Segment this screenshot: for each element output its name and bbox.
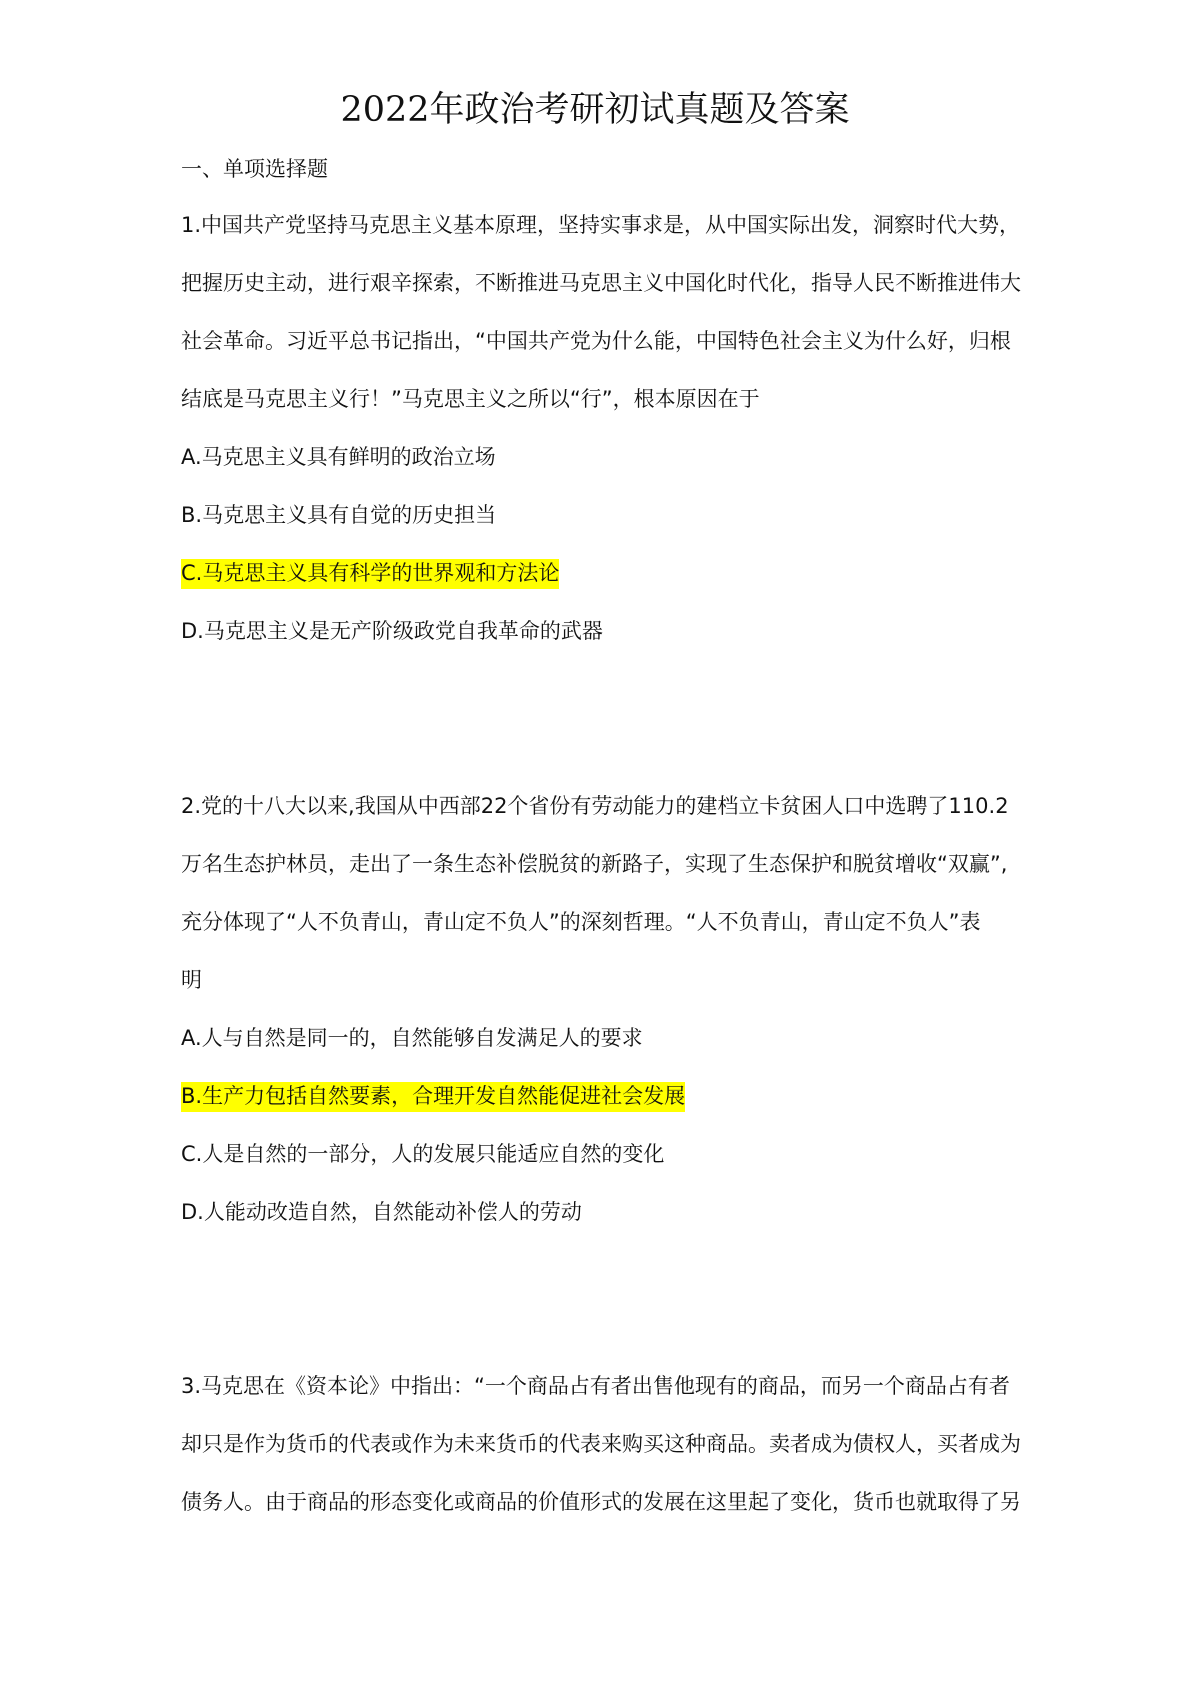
question-2-line-4: 明: [181, 968, 202, 992]
question-2-option-c: C.人是自然的一部分，人的发展只能适应自然的变化: [181, 1142, 665, 1166]
question-2-line-2: 万名生态护林员，走出了一条生态补偿脱贫的新路子，实现了生态保护和脱贫增收“双赢”,: [181, 852, 1008, 876]
question-1-option-b: B.马克思主义具有自觉的历史担当: [181, 503, 497, 527]
question-3-line-2: 却只是作为货币的代表或作为未来货币的代表来购买这种商品。卖者成为债权人，买者成为: [181, 1432, 1021, 1456]
question-1-line-4: 结底是马克思主义行！”马克思主义之所以“行”，根本原因在于: [181, 387, 760, 411]
question-2-option-d: D.人能动改造自然，自然能动补偿人的劳动: [181, 1200, 582, 1224]
question-1-option-a: A.马克思主义具有鲜明的政治立场: [181, 445, 496, 469]
question-2-option-b-answer: [181, 1081, 685, 1112]
answer-highlight: B.生产力包括自然要素，合理开发自然能促进社会发展: [181, 1082, 685, 1112]
question-3-line-1: 3.马克思在《资本论》中指出：“一个商品占有者出售他现有的商品，而另一个商品占有者: [181, 1374, 1010, 1398]
question-1-line-3: 社会革命。习近平总书记指出，“中国共产党为什么能，中国特色社会主义为什么好，归根: [181, 329, 1011, 353]
page-title: 2022年政治考研初试真题及答案: [340, 90, 850, 130]
question-1-option-c-answer: [181, 558, 559, 589]
question-2-line-1: 2.党的十八大以来,我国从中西部22个省份有劳动能力的建档立卡贫困人口中选聘了110.2: [181, 794, 1009, 818]
section-heading: 一、单项选择题: [181, 157, 328, 181]
question-1-line-1: 1.中国共产党坚持马克思主义基本原理，坚持实事求是，从中国实际出发，洞察时代大势，: [181, 213, 1021, 237]
question-2-line-3: 充分体现了“人不负青山，青山定不负人”的深刻哲理。“人不负青山，青山定不负人”表: [181, 910, 981, 934]
question-3-line-3: 债务人。由于商品的形态变化或商品的价值形式的发展在这里起了变化，货币也就取得了另: [181, 1490, 1021, 1514]
question-2-option-a: A.人与自然是同一的，自然能够自发满足人的要求: [181, 1026, 643, 1050]
question-1-line-2: 把握历史主动，进行艰辛探索，不断推进马克思主义中国化时代化，指导人民不断推进伟大: [181, 271, 1021, 295]
question-1-option-d: D.马克思主义是无产阶级政党自我革命的武器: [181, 619, 603, 643]
answer-highlight: C.马克思主义具有科学的世界观和方法论: [181, 559, 559, 589]
